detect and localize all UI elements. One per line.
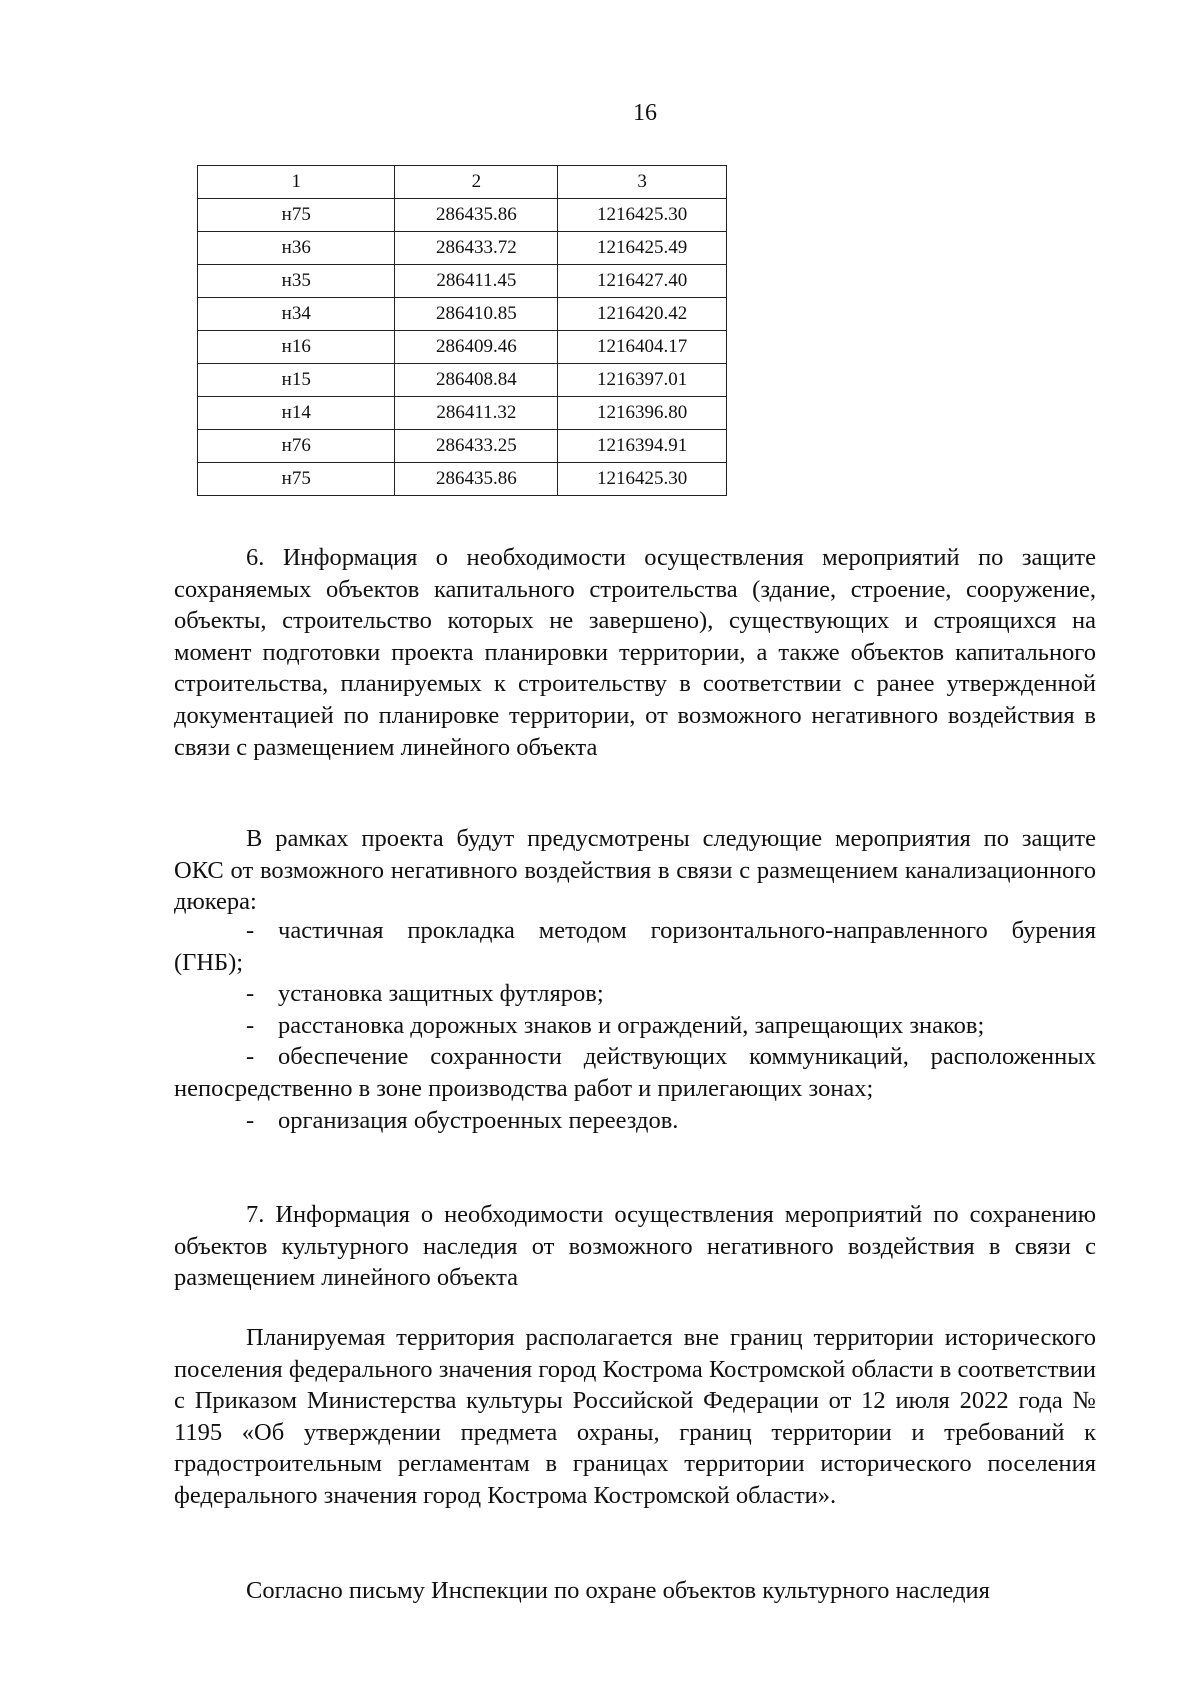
point-name-cell: н75 bbox=[198, 199, 395, 232]
list-dash: - bbox=[246, 1043, 255, 1071]
table-row bbox=[198, 199, 727, 232]
table-row bbox=[198, 265, 727, 298]
section-7-heading-text: 7. Информация о необходимости осуществления мероприятий по сохранению объектов культурного наследия от возможного негативного воздействия в связи с размещением линейного объекта bbox=[174, 1201, 1096, 1292]
table-header-cell: 1 bbox=[198, 166, 395, 199]
list-dash: - bbox=[246, 1106, 255, 1134]
table-row bbox=[198, 232, 727, 265]
table-header-cell: 2 bbox=[395, 166, 558, 199]
list-item-text: обеспечение сохранности действующих коммуникаций, расположенных непосредственно в зоне производства работ и прилегающих зонах; bbox=[174, 1043, 1096, 1102]
list-item-text: установка защитных футляров; bbox=[278, 980, 604, 1008]
section-7-paragraph bbox=[174, 1322, 1096, 1512]
y-coordinate-cell: 1216427.40 bbox=[558, 265, 727, 298]
table-row bbox=[198, 298, 727, 331]
point-name-cell: н15 bbox=[198, 364, 395, 397]
x-coordinate-cell: 286408.84 bbox=[395, 364, 558, 397]
list-dash: - bbox=[246, 980, 255, 1008]
section-7-heading bbox=[174, 1199, 1096, 1294]
section-7-paragraph-continued bbox=[174, 1575, 1096, 1607]
y-coordinate-cell: 1216420.42 bbox=[558, 298, 727, 331]
list-item bbox=[174, 1010, 1096, 1042]
coordinates-table bbox=[197, 165, 727, 496]
list-item bbox=[174, 1105, 1096, 1137]
x-coordinate-cell: 286411.45 bbox=[395, 265, 558, 298]
y-coordinate-cell: 1216425.49 bbox=[558, 232, 727, 265]
page-number: 16 bbox=[633, 100, 657, 126]
table-row bbox=[198, 364, 727, 397]
point-name-cell: н76 bbox=[198, 430, 395, 463]
section-6-heading bbox=[174, 542, 1096, 763]
list-item-text: расстановка дорожных знаков и ограждений, запрещающих знаков; bbox=[278, 1011, 985, 1039]
table-header-row bbox=[198, 166, 727, 199]
section-6-intro bbox=[174, 823, 1096, 918]
y-coordinate-cell: 1216396.80 bbox=[558, 397, 727, 430]
point-name-cell: н35 bbox=[198, 265, 395, 298]
list-item bbox=[174, 1041, 1096, 1104]
table-row bbox=[198, 463, 727, 496]
point-name-cell: н16 bbox=[198, 331, 395, 364]
x-coordinate-cell: 286433.72 bbox=[395, 232, 558, 265]
list-item bbox=[174, 915, 1096, 978]
list-item-text: частичная прокладка методом горизонтального-направленного бурения (ГНБ); bbox=[174, 917, 1096, 976]
table-row bbox=[198, 430, 727, 463]
list-dash: - bbox=[246, 1011, 255, 1039]
section-7-paragraph-continued-text: Согласно письму Инспекции по охране объектов культурного наследия bbox=[246, 1577, 990, 1604]
section-6-intro-text: В рамках проекта будут предусмотрены следующие мероприятия по защите ОКС от возможного негативного воздействия в связи с размещением канализационного дюкера: bbox=[174, 825, 1096, 916]
table-header-cell: 3 bbox=[558, 166, 727, 199]
list-dash: - bbox=[246, 917, 255, 944]
table-row bbox=[198, 331, 727, 364]
measures-list bbox=[174, 915, 1096, 1136]
x-coordinate-cell: 286409.46 bbox=[395, 331, 558, 364]
point-name-cell: н14 bbox=[198, 397, 395, 430]
table-row bbox=[198, 397, 727, 430]
y-coordinate-cell: 1216425.30 bbox=[558, 199, 727, 232]
x-coordinate-cell: 286411.32 bbox=[395, 397, 558, 430]
point-name-cell: н34 bbox=[198, 298, 395, 331]
y-coordinate-cell: 1216397.01 bbox=[558, 364, 727, 397]
y-coordinate-cell: 1216404.17 bbox=[558, 331, 727, 364]
section-7-paragraph-text: Планируемая территория располагается вне границ территории исторического поселения федерального значения город Кострома Костромской области в соответствии с Приказом Министерства культуры Российской Федерации от 12 июля 2022 года № 1195 «Об утверждении предмета охраны, границ территории и требований к градостроительным регламентам в границах территории исторического поселения федерального значения город Кострома Костромской области». bbox=[174, 1324, 1096, 1509]
y-coordinate-cell: 1216425.30 bbox=[558, 463, 727, 496]
x-coordinate-cell: 286435.86 bbox=[395, 199, 558, 232]
point-name-cell: н75 bbox=[198, 463, 395, 496]
list-item bbox=[174, 978, 1096, 1010]
x-coordinate-cell: 286433.25 bbox=[395, 430, 558, 463]
x-coordinate-cell: 286410.85 bbox=[395, 298, 558, 331]
section-6-heading-text: 6. Информация о необходимости осуществления мероприятий по защите сохраняемых объектов капитального строительства (здание, строение, сооружение, объекты, строительство которых не завершено), существующих и строящихся на момент подготовки проекта планировки территории, а также объектов капитального строительства, планируемых к строительству в соответствии с ранее утвержденной документацией по планировке территории, от возможного негативного воздействия в связи с размещением линейного объекта bbox=[174, 544, 1096, 761]
point-name-cell: н36 bbox=[198, 232, 395, 265]
x-coordinate-cell: 286435.86 bbox=[395, 463, 558, 496]
list-item-text: организация обустроенных переездов. bbox=[278, 1106, 679, 1134]
y-coordinate-cell: 1216394.91 bbox=[558, 430, 727, 463]
